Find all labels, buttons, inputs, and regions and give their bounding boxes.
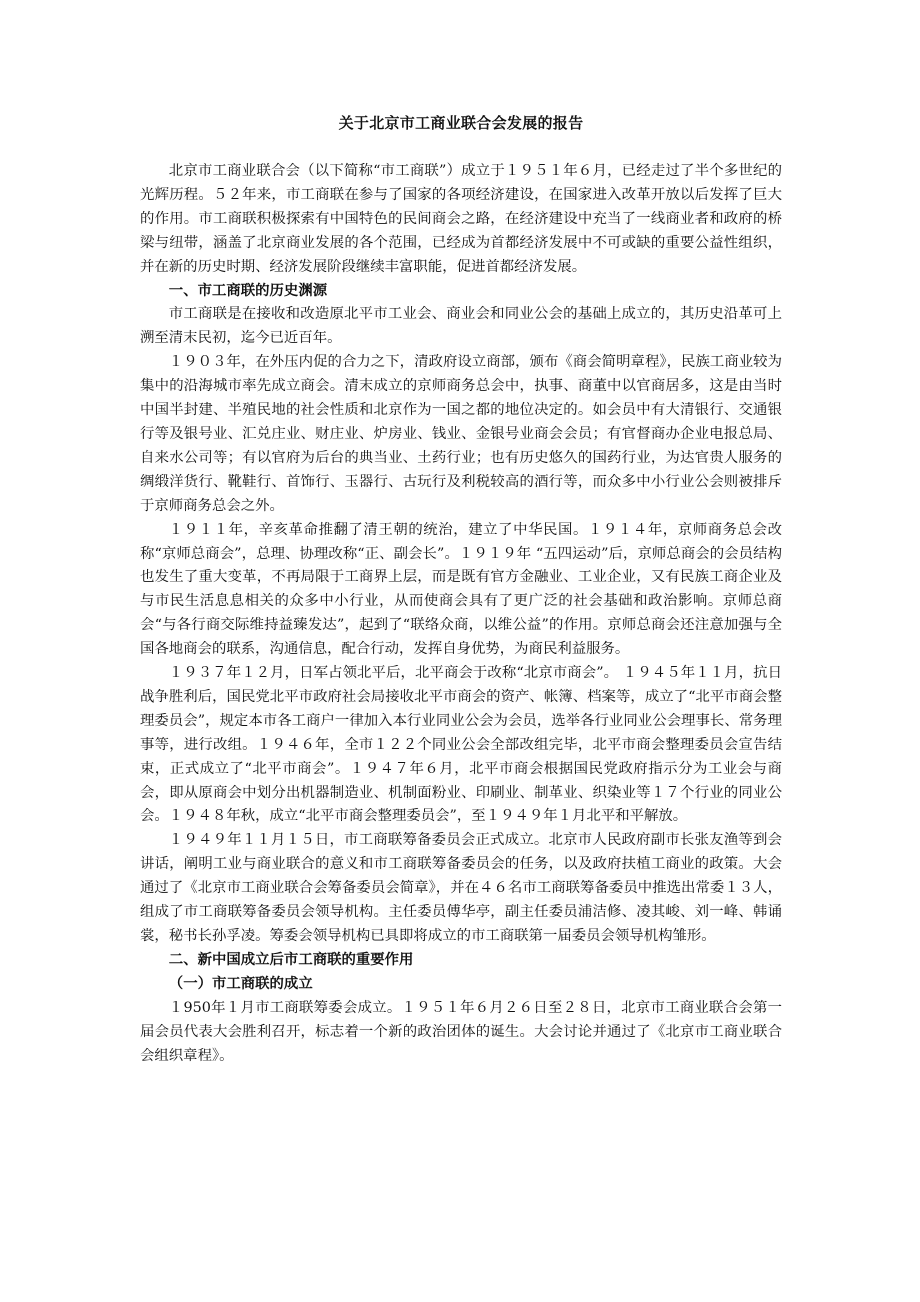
section-1-paragraph-1: 市工商联是在接收和改造原北平市工业会、商业会和同业公会的基础上成立的，其历史沿革可上溯至清末民初，迄今已近百年。: [140, 306, 782, 347]
section-2-paragraph-1: １950年１月市工商联筹委会成立。１９５１年６月２６日至２８日，北京市工商业联合会第一届会员代表大会胜利召开，标志着一个新的政治团体的诞生。大会讨论并通过了《北京市工商业联合会组织章程》。: [140, 999, 782, 1064]
document-title: 关于北京市工商业联合会发展的报告: [338, 114, 584, 132]
section-1-paragraph-5: １９４９年１１月１５日，市工商联筹备委员会正式成立。北京市人民政府副市长张友渔等到会讲话，阐明工业与商业联合的意义和市工商联筹备委员会的任务，以及政府扶植工商业的政策。大会通过了《北京市工商业联合会筹备委员会简章》，并在４６名市工商联筹备委员中推选出常委１３人，组成了市工商联筹备委员会领导机构。主任委员傅华亭，副主任委员浦洁修、凌其峻、刘一峰、韩诵裳，秘书长孙孚凌。筹委会领导机构已具即将成立的市工商联第一届委员会领导机构雏形。: [140, 832, 782, 944]
section-1-heading: 一、市工商联的历史渊源: [168, 282, 328, 299]
document-page: [140, 112, 782, 1068]
section-2-subheading-1: （一）市工商联的成立: [168, 975, 313, 992]
intro-paragraph: 北京市工商业联合会（以下简称“市工商联”）成立于１９５１年６月，已经走过了半个多世纪的光辉历程。５２年来，市工商联在参与了国家的各项经济建设，在国家进入改革开放以后发挥了巨大的作用。市工商联积极探索有中国特色的民间商会之路，在经济建设中充当了一线商业者和政府的桥梁与纽带，涵盖了北京商业发展的各个范围，已经成为首都经济发展中不可或缺的重要公益性组织，并在新的历史时期、经济发展阶段继续丰富职能，促进首都经济发展。: [140, 163, 782, 275]
section-1-paragraph-2: １９０３年，在外压内促的合力之下，清政府设立商部，颁布《商会简明章程》，民族工商业较为集中的沿海城市率先成立商会。清末成立的京师商务总会中，执事、商董中以官商居多，这是由当时中国半封建、半殖民地的社会性质和北京作为一国之都的地位决定的。如会员中有大清银行、交通银行等及银号业、汇兑庄业、财庄业、炉房业、钱业、金银号业商会会员；有官督商办企业电报总局、自来水公司等；有以官府为后台的典当业、土药行业；也有历史悠久的国药行业，为达官贵人服务的绸缎洋货行、靴鞋行、首饰行、玉器行、古玩行及利税较高的酒行等，而众多中小行业公会则被排斥于京师商务总会之外。: [140, 354, 782, 514]
section-1-paragraph-3: １９１１年，辛亥革命推翻了清王朝的统治，建立了中华民国。１９１４年，京师商务总会改称“京师总商会”，总理、协理改称“正、副会长”。１９１９年 “五四运动”后，京师总商会的会员结构也发生了重大变革，不再局限于工商界上层，而是既有官方金融业、工业企业，又有民族工商企业及与市民生活息息相关的众多中小行业，从而使商会具有了更广泛的社会基础和政治影响。京师总商会“与各行商交际维持益臻发达”，起到了“联络众商，以维公益”的作用。京师总商会还注意加强与全国各地商会的联系，沟通信息，配合行动，发挥自身优势，为商民利益服务。: [140, 521, 782, 658]
section-1-paragraph-4: １９３７年１２月，日军占领北平后，北平商会于改称“北京市商会”。 １９４５年１１月，抗日战争胜利后，国民党北平市政府社会局接收北平市商会的资产、帐簿、档案等，成立了“北平市商会整理委员会”，规定本市各工商户一律加入本行业同业公会为会员，选举各行业同业公会理事长、常务理事等，进行改组。１９４６年，全市１２２个同业公会全部改组完毕，北平市商会整理委员会宣告结束，正式成立了“北平市商会”。１９４７年６月，北平市商会根据国民党政府指示分为工业会与商会，即从原商会中划分出机器制造业、机制面粉业、印刷业、制革业、织染业等１７个行业的同业公会。１９４８年秋，成立“北平市商会整理委员会”，至１９４９年１月北平和平解放。: [140, 665, 782, 825]
section-2-heading: 二、新中国成立后市工商联的重要作用: [168, 951, 414, 968]
